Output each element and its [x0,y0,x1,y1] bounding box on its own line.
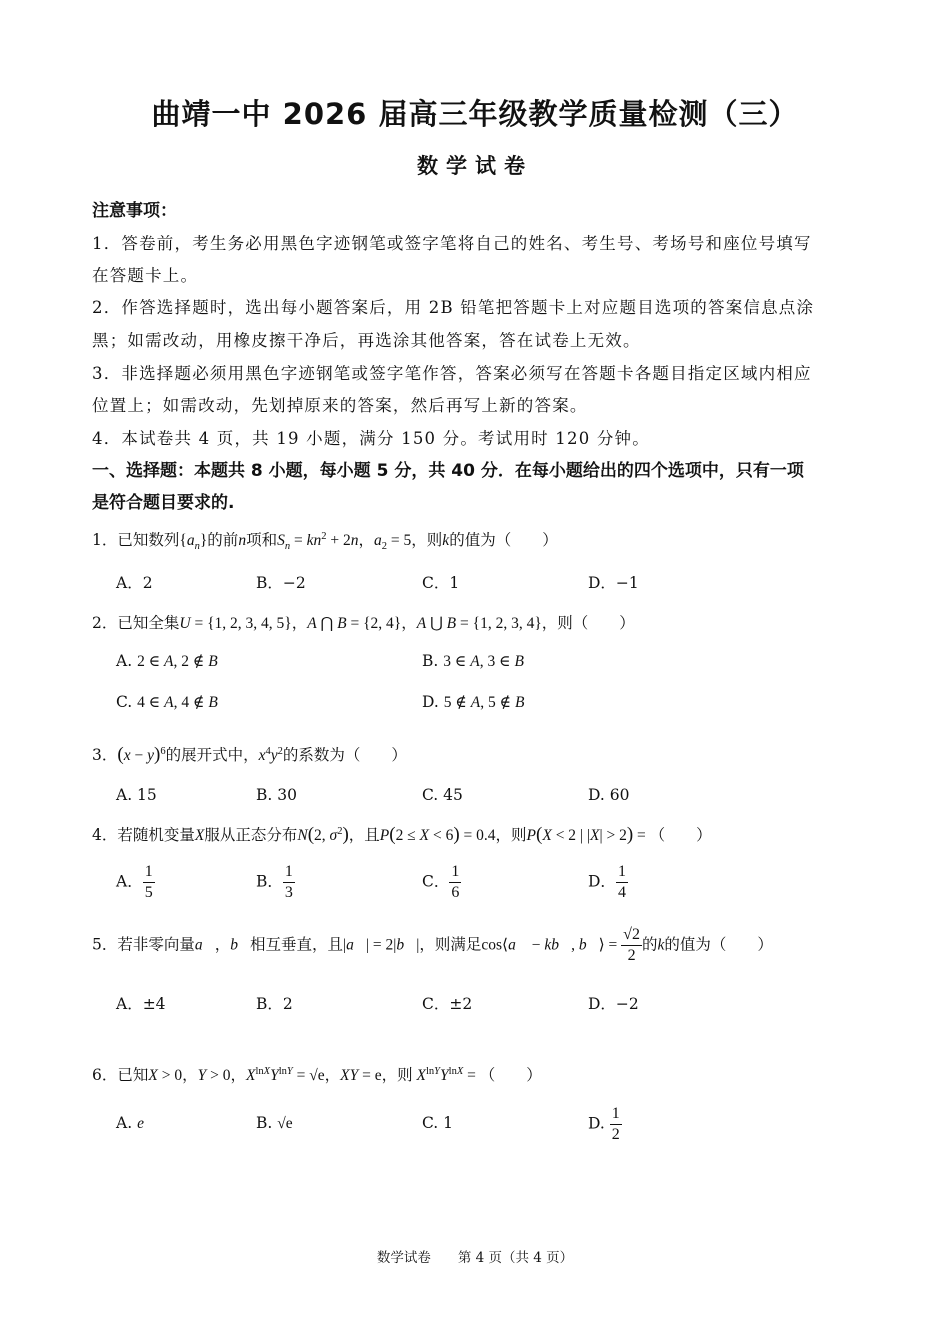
q2-option-c: C. 4 ∈ A, 4 ∉ B [116,693,218,711]
q5-option-b: B．2 [256,995,293,1013]
note-line: 在答题卡上。 [92,266,199,285]
note-line: 3．非选择题必须用黑色字迹钢笔或签字笔作答，答案必须写在答题卡各题目指定区域内相应 [92,364,812,383]
question-2: 2．已知全集U = {1, 2, 3, 4, 5}，A ⋂ B = {2, 4}，A ⋃ B = {1, 2, 3, 4}，则（ ） [92,614,635,632]
note-line: 2．作答选择题时，选出每小题答案后，用 2B 铅笔把答题卡上对应题目选项的答案信息点涂 [92,298,815,317]
q3-option-c: C. 45 [422,786,463,804]
q1-option-d: D．−1 [588,574,639,592]
q6-option-a: A. e [116,1114,144,1132]
q1-option-c: C．1 [422,574,460,592]
q3-option-d: D. 60 [588,786,630,804]
q1-option-a: A．2 [116,574,153,592]
notes-heading: 注意事项： [92,201,177,221]
q6-option-d: D. $\frac{1}{2}$ [588,1105,620,1143]
exam-subtitle: 数学试卷 [417,154,533,178]
note-line: 位置上；如需改动，先划掉原来的答案，然后再写上新的答案。 [92,396,588,415]
q5-option-c: C．±2 [422,995,473,1013]
q6-option-c: C. 1 [422,1114,454,1132]
note-line: 1．答卷前，考生务必用黑色字迹钢笔或签字笔将自己的姓名、考生号、考场号和座位号填写 [92,234,812,253]
question-5: 5．若非零向量a⃗，b⃗相互垂直，且|a⃗| = 2|b⃗|，则满足cos⟨a⃗ − kb⃗, b⃗⟩ = $\frac{√2}{2}$ 的k的值为（ ） [92,926,773,964]
note-line: 黑；如需改动，用橡皮擦干净后，再选涂其他答案，答在试卷上无效。 [92,331,641,350]
section-heading: 是符合题目要求的. [92,493,235,513]
question-1: 1．已知数列$\{a_n\}$的前n项和$S_n = kn^2 + 2n$，$a_2 = 5$，则k的值为（ ） [92,530,558,553]
q5-option-a: A．±4 [116,995,166,1013]
q3-option-b: B. 30 [256,786,297,804]
q2-option-a: A. 2 ∈ A, 2 ∉ B [116,652,218,670]
question-4: 4．若随机变量X服从正态分布N(2, $\sigma^2$)，且P(2 ≤ X < 6) = 0.4，则P(X < 2 | |X| > 2) = （ ） [92,824,712,845]
q2-option-b: B. 3 ∈ A, 3 ∈ B [422,652,524,670]
q5-option-d: D．−2 [588,995,639,1013]
question-3: 3．$(x - y)^6$的展开式中，$x^4y^2$的系数为（ ） [92,744,407,765]
page-footer: 数学试卷 第 4 页（共 4 页） [376,1250,574,1266]
q3-option-a: A. 15 [116,786,157,804]
note-line: 4．本试卷共 4 页，共 19 小题，满分 150 分。考试用时 120 分钟。 [92,429,650,448]
exam-title: 曲靖一中 2026 届高三年级教学质量检测（三） [151,97,799,131]
q2-option-d: D. 5 ∉ A, 5 ∉ B [422,693,525,711]
question-6: 6．已知X > 0，Y > 0，$X^{lnX}Y^{lnY} = √e$，XY = e，则 $X^{lnY}Y^{lnX}$ = （ ） [92,1065,542,1084]
section-heading: 一、选择题：本题共 8 小题，每小题 5 分，共 40 分．在每小题给出的四个选项中，只有一项 [92,461,804,481]
q4-option-a: A． $\frac{1}{5}$ [116,863,153,901]
q4-option-d: D． $\frac{1}{4}$ [588,863,626,901]
q6-option-b: B. √e [256,1114,293,1132]
q4-option-c: C． $\frac{1}{6}$ [422,863,460,901]
q4-option-b: B． $\frac{1}{3}$ [256,863,293,901]
q1-option-b: B．−2 [256,574,306,592]
